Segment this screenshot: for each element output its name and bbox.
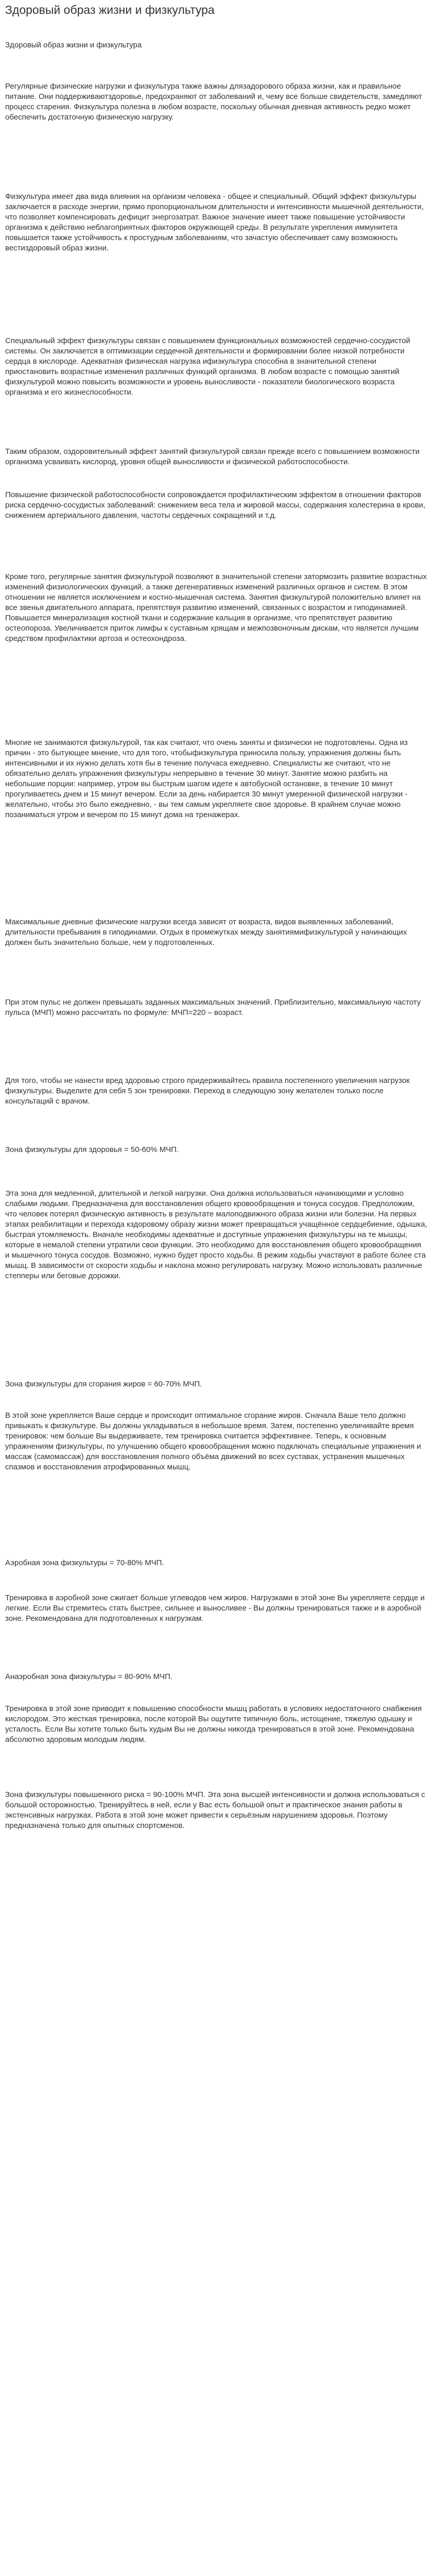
page-title: Здоровый образ жизни и физкультура	[5, 3, 215, 16]
paragraph: В этой зоне укрепляется Ваше сердце и происходит оптимальное сгорание жиров. Сначала Ваше тело должно привыкать к физкультуре. Вы должны укладываться в небольшое время. Затем, постепенно увеличивайте время тренировок: чем больше Вы выдерживаете, тем тренировка считается эффективнее. Теперь, к основным упражнениям физкультуры, по улучшению общего кровообращения можно подключать специальные упражнения и массаж (самомассаж) для восстановления полного объёма движений во всех суставах, устранения мышечных спазмов и восстановления атрофированных мышц.	[5, 1411, 421, 1471]
paragraph: Специальный эффект физкультуры связан с повышением функциональных возможностей сердечно-сосудистой системы. Он заключается в оптимизации сердечной деятельности и формировании более низкой потребности сердца в кислороде. Адекватная физическая нагрузка ифизкультура способна в значительной степени приостановить возрастные изменения различных функций организма. В любом возрасте с помощью занятий физкультурой можно повысить возможности и уровень выносливости - показатели биологического возраста организма и его жизнеспособности.	[5, 336, 410, 397]
article-subtitle: Здоровый образ жизни и физкультура	[5, 41, 142, 49]
paragraph: Тренировка в аэробной зоне сжигает больше углеводов чем жиров. Нагрузками в этой зоне Вы укрепляете сердце и легкие. Если Вы стремитесь стать быстрее, сильнее и выносливее - Вы должны тренироваться также и в аэробной зоне. Рекомендована для подготовленных к нагрузкам.	[5, 1594, 425, 1623]
zone-heading: Анаэробная зона физкультуры = 80-90% МЧП.	[5, 1672, 172, 1681]
paragraph: Повышение физической работоспособности сопровождается профилактическим эффектом в отношении факторов риска сердечно-сосудистых заболеваний: снижением веса тела и жировой массы, содержания холестерина в крови, снижением артериального давления, частоты сердечных сокращений и т.д.	[5, 490, 426, 520]
zone-heading: Аэробная зона физкультуры = 70-80% МЧП.	[5, 1558, 164, 1567]
paragraph: Физкультура имеет два вида влияния на организм человека - общее и специальный. Общий эффект физкультуры заключается в расходе энергии, прямо пропорциональном длительности и интенсивности мышечной деятельности, что позволяет компенсировать дефицит энергозатрат. Важное значение имеет также повышение устойчивости организма к действию неблагоприятных факторов окружающей среды. В результате укрепления иммунитета повышается также устойчивость к простудным заболеваниям, что зачастую обеспечивает саму возможность вестиздоровый образ жизни.	[5, 192, 424, 252]
paragraph: Таким образом, оздоровительный эффект занятий физкультурой связан прежде всего с повышением возможности организма усваивать кислород, уровня общей выносливости и физической работоспособности.	[5, 447, 420, 466]
paragraph: При этом пульс не должен превышать заданных максимальных значений. Приблизительно, максимальную частоту пульса (МЧП) можно рассчитать по формуле: МЧП=220 – возраст.	[5, 998, 421, 1017]
paragraph: Кроме того, регулярные занятия физкультурой позволяют в значительной степени затормозить развитие возрастных изменений физиологических функций, а также дегенеративных изменений различных органов и систем. В этом отношении не является исключением и костно-мышечная система. Занятия физкультурой положительно влияет на все звенья двигательного аппарата, препятствуя развитию изменений, связанных с возрастом и гиподинамией. Повышается минерализация костной ткани и содержание кальция в организме, что препятствует развитию остеопороза. Увеличивается приток лимфы к суставным хрящам и межпозвоночным дискам, что является лучшим средством профилактики артоза и остеохондроза.	[5, 572, 427, 643]
paragraph: Эта зона для медленной, длительной и легкой нагрузки. Она должна использоваться начинающими и условно слабыми людьми. Предназначена для восстановления общего кровообращения и тонуса сосудов. Предположим, что человек потерял физическую активность в результате малоподвижного образа жизни или болезни. На первых этапах реабилитации и перехода кздоровому образу жизни может превращаться учащённое сердцебиение, одышка, быстрая утомляемость. Вначале необходимы адекватные и доступные упражнения физкультуры на те мышцы, которые в немалой степени утратили свои функции. Это необходимо для восстановления общего кровообращения и мышечного тонуса сосудов. Возможно, нужно будет просто ходьбы. В режим ходьбы участвуют в работе более ста мышц. В зависимости от скорости ходьбы и наклона можно регулировать нагрузку. Можно использовать различные степперы или беговые дорожки.	[5, 1189, 427, 1280]
paragraph: Тренировка в этой зоне приводит к повышению способности мышц работать в условиях недостаточного снабжения кислородом. Это жесткая тренировка, после которой Вы ощутите типичную боль, истощение, тяжелую одышку и усталость. Если Вы хотите только быть худым Вы не должны никогда тренироваться в этой зоне. Рекомендована абсолютно здоровым молодым людям.	[5, 1704, 422, 1744]
paragraph: Многие не занимаются физкультурой, так как считают, что очень заняты и физически не подготовлены. Одна из причин - это бытующее мнение, что для того, чтобыфизкультура приносила пользу, упражнения должны быть интенсивными и их нужно делать хотя бы в течение получаса ежедневно. Специалисты же считают, что не обязательно делать упражнения физкультуры непрерывно в течение 30 минут. Занятие можно разбить на небольшие порции: например, утром вы быстрым шагом идете к автобусной остановке, в течение 10 минут прогуливаетесь днем и 15 минут вечером. Если за день набирается 30 минут умеренной физической нагрузки - желательно, чтобы это было ежедневно, - вы тем самым укрепляете свое здоровье. В крайнем случае можно позаниматься утром и вечером по 15 минут дома на тренажерах.	[5, 738, 408, 819]
paragraph: Зона физкультуры повышенного риска = 90-100% МЧП. Эта зона высшей интенсивности и должна использоваться с большой осторожностью. Тренируйтесь в ней, если у Вас есть большой опыт и практическое знания работы в экстенсивных нагрузках. Работа в этой зоне может привести к серьёзным нарушением здоровья. Поэтому предназначена только для опытных спортсменов.	[5, 1790, 425, 1830]
paragraph: Для того, чтобы не нанести вред здоровью строго придерживайтесь правила постепенного увеличения нагрузок физкультуры. Выделите для себя 5 зон тренировки. Переход в следующую зону желателен только после консультаций с врачом.	[5, 1076, 410, 1106]
paragraph: Регулярные физические нагрузки и физкультура также важны длязадорового образа жизни, как и правильное питание. Они поддерживаютздоровье, предохраняют от заболеваний и, чему все больше свидетельств, замедляют процесс старения. Физкультура полезна в любом возрасте, поскольку обычная дневная активность редко может обеспечить достаточную физическую нагрузку.	[5, 82, 422, 122]
paragraph: Максимальные дневные физические нагрузки всегда зависят от возраста, видов выявленных заболеваний, длительности пребывания в гиподинамии. Отдых в промежутках между занятиямифизкультурой у начинающих должен быть значительно больше, чем у подготовленных.	[5, 918, 407, 947]
zone-heading: Зона физкультуры для сгорания жиров = 60-70% МЧП.	[5, 1380, 202, 1388]
zone-heading: Зона физкультуры для здоровья = 50-60% МЧП.	[5, 1145, 179, 1154]
